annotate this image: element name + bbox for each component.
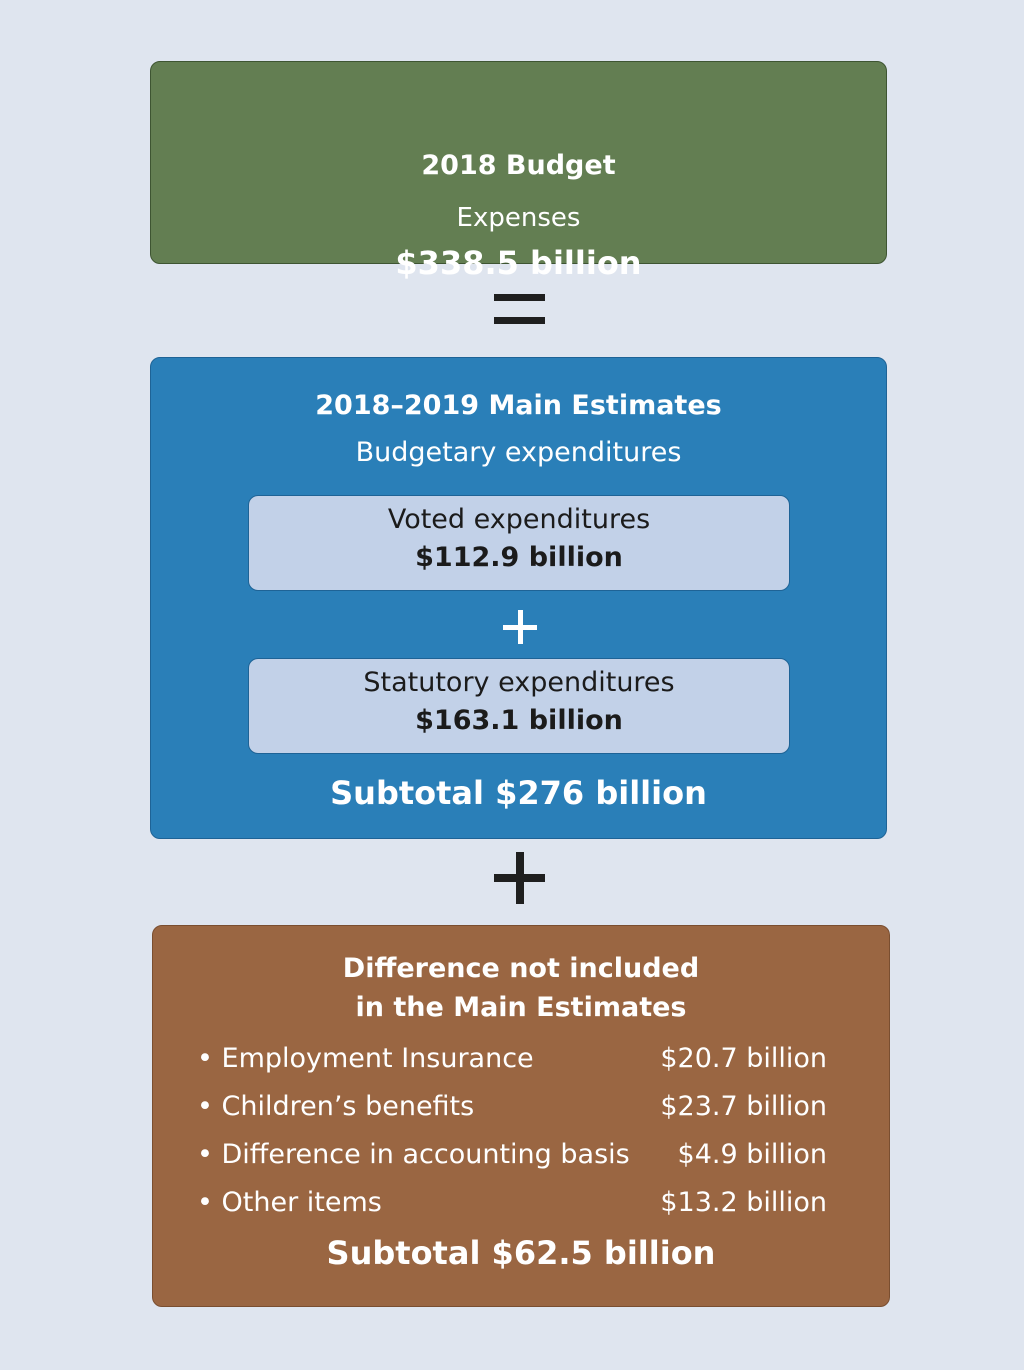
difference-title-line2: in the Main Estimates — [355, 992, 687, 1023]
difference-item-value: $4.9 billion — [677, 1139, 827, 1170]
main-estimates-subtitle: Budgetary expenditures — [355, 437, 682, 468]
main-estimates-title: 2018–2019 Main Estimates — [315, 390, 722, 421]
equals-icon — [494, 294, 545, 324]
budget-expenses-box — [150, 61, 887, 282]
difference-item-label: • Difference in accounting basis — [197, 1139, 630, 1170]
difference-item-value: $13.2 billion — [660, 1187, 827, 1218]
budget-title: 2018 Budget — [421, 150, 616, 181]
difference-item — [197, 1091, 827, 1131]
budget-amount: $338.5 billion — [395, 244, 642, 282]
plus-icon — [503, 610, 537, 644]
difference-title-line1: Difference not included — [342, 953, 700, 984]
difference-subtotal: Subtotal $62.5 billion — [326, 1234, 716, 1272]
budget-subtitle: Expenses — [456, 203, 581, 233]
main-estimates-box — [150, 357, 887, 839]
main-estimates-subtotal: Subtotal $276 billion — [330, 774, 707, 812]
difference-item-label: • Children’s benefits — [197, 1091, 475, 1122]
statutory-expenditures-box — [248, 658, 790, 754]
voted-expenditures-box — [248, 495, 790, 591]
difference-item — [197, 1043, 827, 1083]
plus-icon — [494, 852, 545, 904]
difference-box — [152, 925, 890, 1307]
difference-item-label: • Other items — [197, 1187, 382, 1218]
difference-item-value: $23.7 billion — [660, 1091, 827, 1122]
difference-item — [197, 1187, 827, 1227]
voted-amount: $112.9 billion — [415, 542, 623, 573]
difference-item-label: • Employment Insurance — [197, 1043, 534, 1074]
voted-label: Voted expenditures — [387, 504, 651, 535]
statutory-amount: $163.1 billion — [415, 705, 623, 736]
difference-item-value: $20.7 billion — [660, 1043, 827, 1074]
difference-item — [197, 1139, 827, 1179]
statutory-label: Statutory expenditures — [363, 667, 675, 698]
